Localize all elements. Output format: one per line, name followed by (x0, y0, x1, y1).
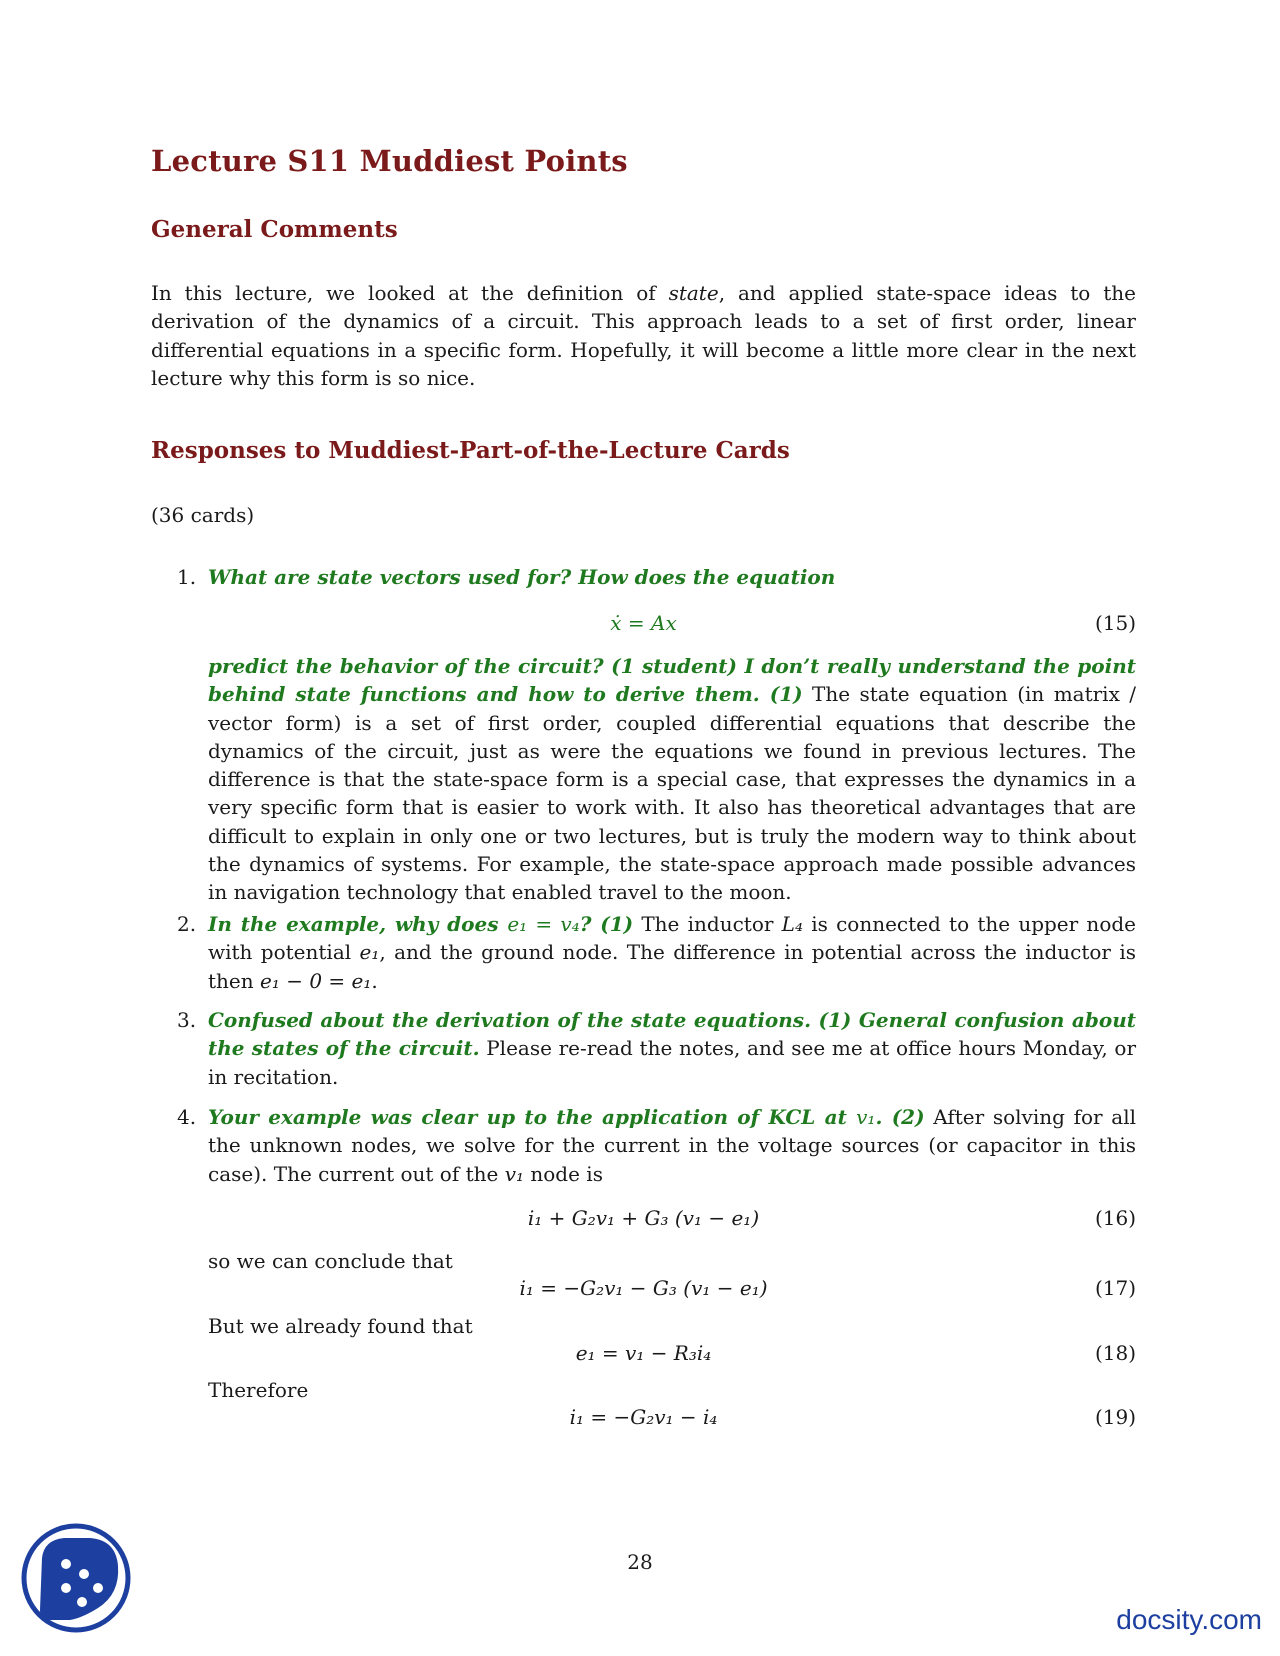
list-item (151, 1006, 1136, 1091)
equation-number: (15) (1094, 611, 1136, 635)
answer-text: Please re-read the notes, and see me at office hours Monday, or in recitation. (208, 1036, 1137, 1089)
list-item (151, 1103, 1136, 1429)
question-text: What are state vectors used for? How does the equation (208, 565, 836, 589)
answer-text: The state equation (in matrix / vector form) is a set of first order, coupled differential equations that describe the dynamics of the circuit, just as were the equations we found in previous lectures. The difference is that the state-space form is a special case, that expresses the dynamics in a very specific form that is easier to work with. It also has theoretical advantages that are difficult to explain in only one or two lectures, but is truly the modern way to think about the dynamics of systems. For example, the state-space approach made possible advances in navigation technology that enabled travel to the moon. (208, 682, 1136, 905)
general-comments-paragraph: In this lecture, we looked at the definition of state, and applied state-space ideas to the derivation of the dynamics of a circuit. This approach leads to a set of first order, linear differential equations in a specific form. Hopefully, it will become a little more clear in the next lecture why this form is so nice. (151, 281, 1136, 390)
item-body (208, 910, 1136, 995)
text-line: Therefore (208, 1378, 309, 1402)
equation-number: (18) (1094, 1341, 1136, 1365)
item-number: 3. (177, 1008, 197, 1032)
list-item (151, 563, 1136, 905)
item-body-continued (208, 652, 1136, 907)
page-title: Lecture S11 Muddiest Points (151, 144, 628, 178)
equation-expression: i₁ = −G₂v₁ − G₃ (v₁ − e₁) (519, 1276, 768, 1300)
question-text: In the example, why does e₁ = v₄? (1) (208, 912, 634, 936)
equation-expression: i₁ + G₂v₁ + G₃ (v₁ − e₁) (527, 1206, 760, 1230)
item-body (208, 563, 1136, 591)
equation-expression: e₁ = v₁ − R₃i₄ (575, 1341, 712, 1365)
equation-number: (17) (1094, 1276, 1136, 1300)
question-text: predict the behavior of the circuit? (1 student) I don’t really understand the point behind state functions and how to derive them. (1) (208, 654, 1136, 707)
page-number: 28 (627, 1550, 653, 1574)
equation-expression: ẋ = Ax (610, 611, 677, 635)
item-body (208, 1103, 1136, 1188)
responses-heading: Responses to Muddiest-Part-of-the-Lecture Cards (151, 437, 790, 464)
equation-16 (151, 1204, 1136, 1234)
list-item (151, 910, 1136, 995)
equation-15 (151, 609, 1136, 639)
answer-text: The inductor L₄ is connected to the upper node with potential e₁, and the ground node. The difference in potential across the inductor is then e₁ − 0 = e₁. (208, 912, 1137, 993)
question-text: Confused about the derivation of the state equations. (1) General confusion about the states of the circuit. (208, 1008, 1136, 1061)
general-comments-heading: General Comments (151, 216, 398, 243)
equation-18 (151, 1339, 1136, 1369)
equation-19 (151, 1403, 1136, 1433)
item-number: 2. (177, 912, 197, 936)
brand-link[interactable]: docsity.com (1116, 1604, 1262, 1635)
docsity-logo-icon (20, 1522, 132, 1634)
text-line: so we can conclude that (208, 1249, 453, 1273)
item-body (208, 1006, 1136, 1091)
equation-number: (19) (1094, 1405, 1136, 1429)
item-number: 1. (177, 565, 197, 589)
item-number: 4. (177, 1105, 197, 1129)
answer-text: After solving for all the unknown nodes, we solve for the current in the voltage sources (or capacitor in this case). The current out of the v₁ node is (208, 1105, 1136, 1186)
equation-expression: i₁ = −G₂v₁ − i₄ (569, 1405, 718, 1429)
equation-17 (151, 1274, 1136, 1304)
text-line: But we already found that (208, 1314, 473, 1338)
equation-number: (16) (1094, 1206, 1136, 1230)
cards-count: (36 cards) (151, 503, 255, 527)
question-text: Your example was clear up to the application of KCL at v₁. (2) (208, 1105, 925, 1129)
